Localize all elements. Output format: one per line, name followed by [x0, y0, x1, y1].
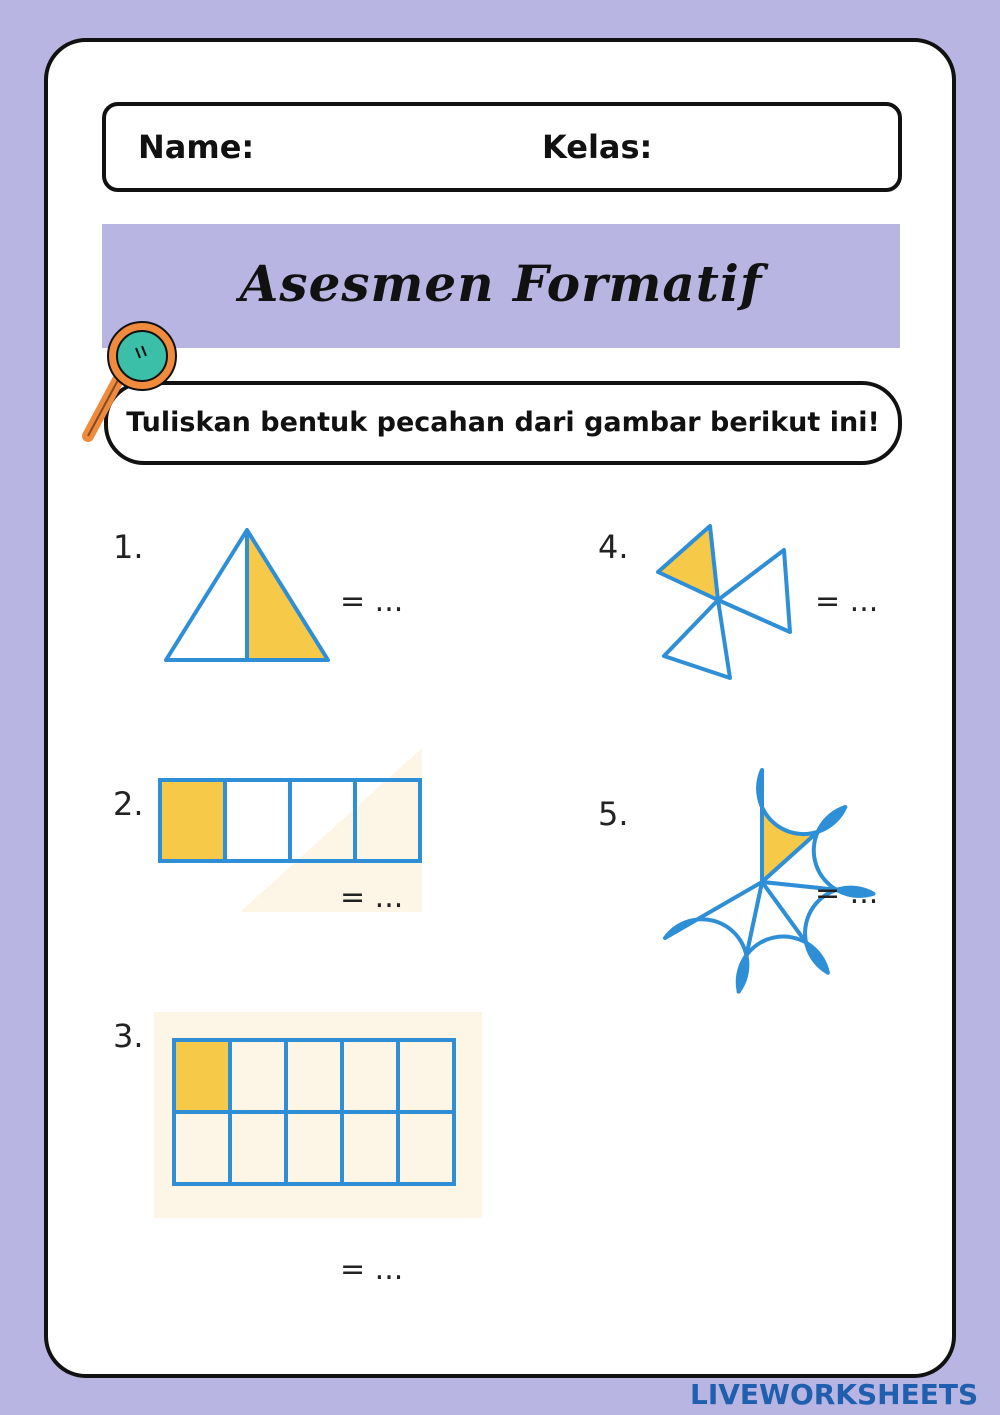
- q2-bar-figure: [150, 740, 450, 920]
- class-label: Kelas:: [542, 128, 653, 166]
- instruction-box: [104, 381, 902, 465]
- magnifier-icon: [80, 318, 190, 448]
- question-5-number: 5.: [598, 795, 629, 833]
- question-3-number: 3.: [113, 1017, 144, 1055]
- question-5-answer[interactable]: = ...: [815, 876, 879, 911]
- question-2-number: 2.: [113, 785, 144, 823]
- title-band: [102, 224, 900, 348]
- question-1-answer[interactable]: = ...: [340, 584, 404, 619]
- q1-triangle-figure: [160, 522, 340, 667]
- q5-fan-figure: [640, 760, 780, 970]
- name-class-box: [102, 102, 902, 192]
- question-4-number: 4.: [598, 528, 629, 566]
- name-label: Name:: [138, 128, 255, 166]
- question-1-number: 1.: [113, 528, 144, 566]
- question-3-answer[interactable]: = ...: [340, 1252, 404, 1287]
- instruction-text: Tuliskan bentuk pecahan dari gambar berikut ini!: [126, 407, 880, 438]
- question-2-answer[interactable]: = ...: [340, 880, 404, 915]
- page-title: Asesmen Formatif: [239, 254, 763, 313]
- q3-grid-figure: [154, 1012, 484, 1222]
- liveworksheets-watermark: LIVEWORKSHEETS: [690, 1378, 979, 1411]
- q4-triangles-figure: [650, 520, 800, 685]
- question-4-answer[interactable]: = ...: [815, 584, 879, 619]
